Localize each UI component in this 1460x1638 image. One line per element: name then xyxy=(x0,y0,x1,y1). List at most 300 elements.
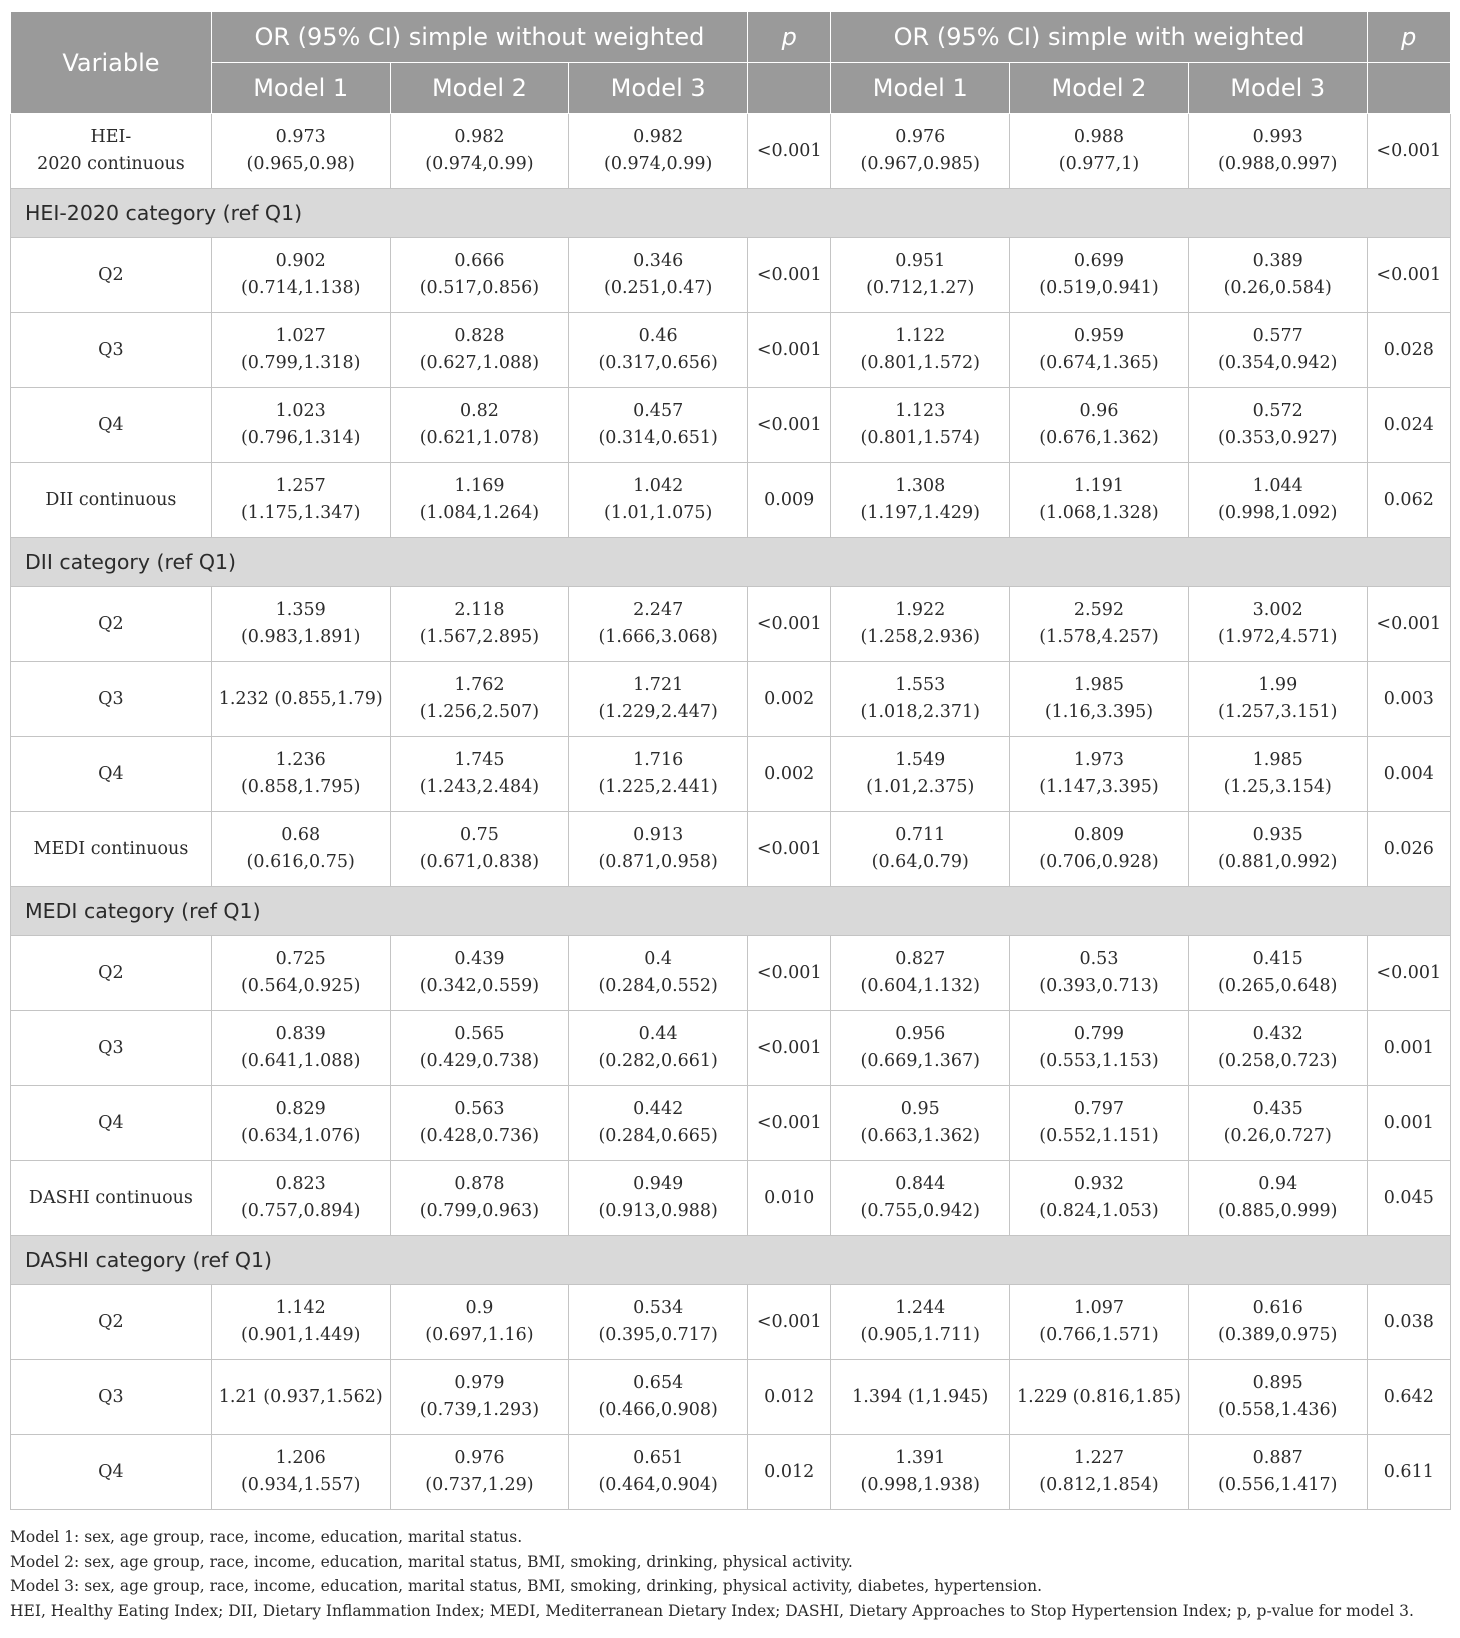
or-ci-cell xyxy=(390,1011,569,1086)
confidence-interval: (0.616,0.75) xyxy=(246,852,355,872)
p-value: <0.001 xyxy=(1376,962,1442,983)
row-label xyxy=(11,1435,212,1510)
or-ci-cell xyxy=(1010,463,1189,538)
p-value-cell xyxy=(1367,1435,1450,1510)
confidence-interval: (1.16,3.395) xyxy=(1044,702,1154,722)
confidence-interval: (1.01,1.075) xyxy=(604,503,713,523)
row-label-line: Q2 xyxy=(98,613,124,634)
or-ci-cell xyxy=(390,238,569,313)
odds-ratio: 0.951 xyxy=(895,251,946,271)
or-ci-cell xyxy=(1188,388,1367,463)
confidence-interval: (0.389,0.975) xyxy=(1218,1325,1338,1345)
confidence-interval: (1.25,3.154) xyxy=(1223,777,1332,797)
row-label-line: Q4 xyxy=(98,1112,124,1133)
odds-ratio: 0.895 xyxy=(1252,1373,1303,1393)
or-ci-cell xyxy=(1188,737,1367,812)
row-label xyxy=(11,463,212,538)
or-ci-cell xyxy=(831,1086,1010,1161)
or-ci-cell xyxy=(1188,313,1367,388)
p-value: 0.045 xyxy=(1383,1187,1434,1208)
or-ci-cell xyxy=(1188,1360,1367,1435)
odds-ratio: 0.44 xyxy=(638,1024,678,1044)
confidence-interval: (0.967,0.985) xyxy=(860,154,980,174)
row-label xyxy=(11,1011,212,1086)
confidence-interval: (0.64,0.79) xyxy=(871,852,969,872)
p-value-cell xyxy=(748,388,831,463)
table-row xyxy=(11,238,1451,313)
confidence-interval: (0.466,0.908) xyxy=(598,1400,718,1420)
odds-ratio: 0.654 xyxy=(633,1373,684,1393)
or-ci-cell xyxy=(1188,1011,1367,1086)
odds-ratio: 1.985 xyxy=(1073,675,1125,695)
or-ci-cell xyxy=(1188,662,1367,737)
section-row xyxy=(11,887,1451,936)
p-value: <0.001 xyxy=(756,1037,822,1058)
p-value: 0.062 xyxy=(1383,489,1434,510)
header-p-weighted-blank xyxy=(1367,63,1450,114)
odds-ratio: 1.044 xyxy=(1252,476,1303,496)
or-ci-cell xyxy=(831,1011,1010,1086)
row-label-line: Q3 xyxy=(98,1037,124,1058)
odds-ratio: 1.391 xyxy=(895,1448,946,1468)
or-ci-cell xyxy=(1188,1086,1367,1161)
odds-ratio: 0.82 xyxy=(459,401,499,421)
confidence-interval: (0.712,1.27) xyxy=(866,278,975,298)
or-ci-cell xyxy=(390,1360,569,1435)
confidence-interval: (0.26,0.727) xyxy=(1223,1126,1332,1146)
or-ci-cell xyxy=(831,587,1010,662)
p-value-cell xyxy=(1367,1360,1450,1435)
confidence-interval: (0.429,0.738) xyxy=(419,1051,540,1071)
confidence-interval: (0.284,0.665) xyxy=(598,1126,718,1146)
row-label xyxy=(11,1285,212,1360)
or-ci-cell xyxy=(1188,1435,1367,1510)
p-value-cell xyxy=(748,1011,831,1086)
odds-ratio: 0.68 xyxy=(281,825,321,845)
odds-ratio: 1.721 xyxy=(633,675,684,695)
p-value: 0.611 xyxy=(1383,1461,1434,1482)
header-variable: Variable xyxy=(11,12,212,114)
odds-ratio: 0.699 xyxy=(1073,251,1125,271)
odds-ratio: 0.956 xyxy=(895,1024,946,1044)
header-model2-weighted: Model 2 xyxy=(1010,63,1189,114)
row-label-line: Q2 xyxy=(98,962,124,983)
p-value: 0.012 xyxy=(764,1461,815,1482)
odds-ratio: 1.553 xyxy=(895,675,946,695)
p-value: 0.001 xyxy=(1383,1037,1434,1058)
or-ci-cell xyxy=(1010,1011,1189,1086)
odds-ratio: 0.389 xyxy=(1252,251,1303,271)
odds-ratio: 1.99 xyxy=(1258,675,1298,695)
p-value: <0.001 xyxy=(756,613,822,634)
or-ci-cell xyxy=(569,463,748,538)
p-value-cell xyxy=(748,1161,831,1236)
p-value-cell xyxy=(748,812,831,887)
confidence-interval: (0.564,0.925) xyxy=(240,976,361,996)
odds-ratio: 0.95 xyxy=(900,1099,940,1119)
confidence-interval: (0.353,0.927) xyxy=(1218,428,1338,448)
or-ci-cell xyxy=(1188,1161,1367,1236)
odds-ratio: 0.823 xyxy=(275,1174,326,1194)
row-label-line: MEDI continuous xyxy=(33,838,189,859)
p-value: 0.003 xyxy=(1383,688,1434,709)
odds-ratio: 0.973 xyxy=(275,127,326,147)
or-ci-cell xyxy=(1188,936,1367,1011)
odds-ratio: 0.827 xyxy=(895,949,946,969)
confidence-interval: (1.256,2.507) xyxy=(419,702,540,722)
row-label xyxy=(11,737,212,812)
or-ci-cell xyxy=(211,388,390,463)
or-ci-cell xyxy=(390,1161,569,1236)
section-row xyxy=(11,1236,1451,1285)
or-ci-cell xyxy=(1188,587,1367,662)
header-group-weighted: OR (95% CI) simple with weighted xyxy=(831,12,1367,63)
confidence-interval: (0.755,0.942) xyxy=(860,1201,980,1221)
confidence-interval: (0.604,1.132) xyxy=(860,976,980,996)
confidence-interval: (1.243,2.484) xyxy=(419,777,540,797)
p-value-cell xyxy=(748,936,831,1011)
odds-ratio: 0.435 xyxy=(1252,1099,1303,1119)
confidence-interval: (1.578,4.257) xyxy=(1039,627,1159,647)
table-body xyxy=(11,114,1451,1510)
or-ci-cell xyxy=(211,936,390,1011)
confidence-interval: (0.799,0.963) xyxy=(419,1201,540,1221)
row-label xyxy=(11,1360,212,1435)
or-ci-cell xyxy=(1010,587,1189,662)
odds-ratio: 0.616 xyxy=(1252,1298,1303,1318)
confidence-interval: (0.885,0.999) xyxy=(1218,1201,1338,1221)
footnote-model3: Model 3: sex, age group, race, income, education, marital status, BMI, smoking, drinking, physical activity, diabetes, hypertension. xyxy=(10,1577,1042,1595)
table-row xyxy=(11,662,1451,737)
or-ci-cell xyxy=(831,812,1010,887)
confidence-interval: (0.988,0.997) xyxy=(1218,154,1338,174)
odds-ratio: 1.394 (1,1.945) xyxy=(852,1386,989,1407)
odds-ratio: 0.457 xyxy=(633,401,684,421)
footnote-model2: Model 2: sex, age group, race, income, education, marital status, BMI, smoking, drinking, physical activity. xyxy=(10,1552,853,1571)
confidence-interval: (0.799,1.318) xyxy=(240,353,361,373)
p-value-cell xyxy=(1367,238,1450,313)
table-row xyxy=(11,1360,1451,1435)
odds-ratio: 1.023 xyxy=(275,401,326,421)
confidence-interval: (0.258,0.723) xyxy=(1218,1051,1338,1071)
odds-ratio: 1.169 xyxy=(454,476,505,496)
odds-ratio: 0.46 xyxy=(638,326,678,346)
row-label xyxy=(11,662,212,737)
odds-ratio: 1.244 xyxy=(895,1298,946,1318)
or-ci-cell xyxy=(831,1360,1010,1435)
row-label-line: Q4 xyxy=(98,1461,124,1482)
p-value: <0.001 xyxy=(1376,264,1442,285)
or-ci-cell xyxy=(390,1435,569,1510)
p-value: <0.001 xyxy=(1376,140,1442,161)
p-value-cell xyxy=(748,313,831,388)
or-ci-cell xyxy=(1188,238,1367,313)
odds-ratio: 0.976 xyxy=(895,127,946,147)
or-ci-cell xyxy=(390,114,569,189)
odds-ratio: 0.96 xyxy=(1079,401,1119,421)
odds-ratio: 1.097 xyxy=(1073,1298,1125,1318)
row-label xyxy=(11,1086,212,1161)
odds-ratio: 0.949 xyxy=(633,1174,684,1194)
confidence-interval: (0.881,0.992) xyxy=(1218,852,1338,872)
table-row xyxy=(11,936,1451,1011)
confidence-interval: (0.977,1) xyxy=(1058,154,1140,174)
or-ci-cell xyxy=(1010,1360,1189,1435)
confidence-interval: (0.464,0.904) xyxy=(598,1475,718,1495)
or-ci-cell xyxy=(569,587,748,662)
p-value-cell xyxy=(1367,1161,1450,1236)
p-value: 0.002 xyxy=(764,763,815,784)
confidence-interval: (0.428,0.736) xyxy=(419,1126,540,1146)
confidence-interval: (0.284,0.552) xyxy=(598,976,718,996)
or-ci-cell xyxy=(831,238,1010,313)
odds-ratio: 1.042 xyxy=(633,476,684,496)
table-header xyxy=(11,12,1451,114)
table-row xyxy=(11,1285,1451,1360)
confidence-interval: (1.972,4.571) xyxy=(1218,627,1338,647)
odds-ratio: 1.922 xyxy=(895,600,946,620)
or-ci-cell xyxy=(390,388,569,463)
p-value-cell xyxy=(1367,737,1450,812)
or-ci-cell xyxy=(569,1161,748,1236)
confidence-interval: (0.706,0.928) xyxy=(1039,852,1159,872)
p-value: 0.024 xyxy=(1383,414,1434,435)
p-value-cell xyxy=(1367,1011,1450,1086)
p-value: <0.001 xyxy=(756,962,822,983)
or-ci-cell xyxy=(1010,662,1189,737)
odds-ratio: 0.829 xyxy=(275,1099,326,1119)
p-value-cell xyxy=(748,1086,831,1161)
confidence-interval: (0.824,1.053) xyxy=(1039,1201,1159,1221)
or-ci-cell xyxy=(569,737,748,812)
p-value: <0.001 xyxy=(756,414,822,435)
confidence-interval: (0.314,0.651) xyxy=(598,428,718,448)
confidence-interval: (0.871,0.958) xyxy=(598,852,718,872)
or-ci-cell xyxy=(211,238,390,313)
odds-ratio: 0.878 xyxy=(454,1174,505,1194)
odds-ratio: 0.809 xyxy=(1073,825,1125,845)
section-row xyxy=(11,538,1451,587)
confidence-interval: (0.669,1.367) xyxy=(860,1051,980,1071)
confidence-interval: (0.26,0.584) xyxy=(1223,278,1332,298)
or-ci-cell xyxy=(390,313,569,388)
confidence-interval: (1.567,2.895) xyxy=(419,627,540,647)
section-label: DII category (ref Q1) xyxy=(11,538,1451,587)
or-ci-cell xyxy=(831,388,1010,463)
or-ci-cell xyxy=(1188,114,1367,189)
confidence-interval: (0.265,0.648) xyxy=(1218,976,1338,996)
p-value: 0.004 xyxy=(1383,763,1434,784)
table-row xyxy=(11,388,1451,463)
row-label-line: 2020 continuous xyxy=(37,154,185,174)
odds-ratio: 0.53 xyxy=(1079,949,1119,969)
or-ci-cell xyxy=(211,1360,390,1435)
confidence-interval: (1.197,1.429) xyxy=(860,503,980,523)
p-value: <0.001 xyxy=(756,1112,822,1133)
row-label-line: HEI- xyxy=(90,127,132,147)
odds-ratio: 0.75 xyxy=(459,825,499,845)
p-value: <0.001 xyxy=(1376,613,1442,634)
table-row xyxy=(11,1161,1451,1236)
or-ci-cell xyxy=(831,1435,1010,1510)
odds-ratio: 1.985 xyxy=(1252,750,1303,770)
odds-ratio: 0.666 xyxy=(454,251,505,271)
header-p-unweighted: p xyxy=(748,12,831,63)
odds-ratio: 1.123 xyxy=(895,401,946,421)
confidence-interval: (0.901,1.449) xyxy=(240,1325,361,1345)
p-value-cell xyxy=(748,737,831,812)
or-ci-cell xyxy=(1010,1161,1189,1236)
odds-ratio: 2.592 xyxy=(1073,600,1125,620)
odds-ratio: 1.027 xyxy=(275,326,326,346)
odds-ratio: 0.651 xyxy=(633,1448,684,1468)
confidence-interval: (0.634,1.076) xyxy=(240,1126,361,1146)
p-value-cell xyxy=(1367,463,1450,538)
confidence-interval: (0.714,1.138) xyxy=(240,278,361,298)
odds-ratio: 0.415 xyxy=(1252,949,1303,969)
footnote-abbreviations: HEI, Healthy Eating Index; DII, Dietary Inflammation Index; MEDI, Mediterranean Dietary Index; DASHI, Dietary Approaches to Stop Hypertension Index; p, p-value for model 3. xyxy=(10,1601,1414,1620)
or-ci-cell xyxy=(569,1285,748,1360)
confidence-interval: (0.674,1.365) xyxy=(1039,353,1159,373)
or-ci-cell xyxy=(569,1360,748,1435)
p-value-cell xyxy=(748,238,831,313)
or-ci-cell xyxy=(1010,737,1189,812)
p-value: <0.001 xyxy=(756,140,822,161)
p-value: 0.010 xyxy=(764,1187,815,1208)
table-row xyxy=(11,587,1451,662)
row-label xyxy=(11,936,212,1011)
odds-ratio: 1.206 xyxy=(275,1448,326,1468)
odds-ratio: 1.308 xyxy=(895,476,946,496)
odds-ratio: 1.549 xyxy=(895,750,946,770)
confidence-interval: (0.905,1.711) xyxy=(860,1325,980,1345)
odds-ratio: 0.711 xyxy=(895,825,946,845)
confidence-interval: (0.552,1.151) xyxy=(1039,1126,1159,1146)
odds-ratio: 1.122 xyxy=(895,326,946,346)
or-ci-cell xyxy=(211,812,390,887)
confidence-interval: (1.147,3.395) xyxy=(1039,777,1159,797)
confidence-interval: (0.697,1.16) xyxy=(425,1325,534,1345)
odds-ratio: 0.563 xyxy=(454,1099,505,1119)
odds-ratio: 1.762 xyxy=(454,675,505,695)
odds-ratio: 0.982 xyxy=(633,127,684,147)
p-value-cell xyxy=(748,1435,831,1510)
or-ci-cell xyxy=(211,1435,390,1510)
header-model1-weighted: Model 1 xyxy=(831,63,1010,114)
p-value: 0.002 xyxy=(764,688,815,709)
confidence-interval: (0.974,0.99) xyxy=(604,154,713,174)
header-model2-unweighted: Model 2 xyxy=(390,63,569,114)
odds-ratio: 0.932 xyxy=(1073,1174,1125,1194)
p-value: 0.012 xyxy=(764,1386,815,1407)
confidence-interval: (0.627,1.088) xyxy=(419,353,540,373)
or-ci-cell xyxy=(569,1011,748,1086)
or-ci-cell xyxy=(211,114,390,189)
table-row xyxy=(11,114,1451,189)
p-value-cell xyxy=(1367,114,1450,189)
confidence-interval: (1.01,2.375) xyxy=(866,777,975,797)
header-group-unweighted: OR (95% CI) simple without weighted xyxy=(211,12,747,63)
odds-ratio: 0.439 xyxy=(454,949,505,969)
odds-ratio-table xyxy=(10,11,1451,1510)
confidence-interval: (0.354,0.942) xyxy=(1218,353,1338,373)
table-footnotes xyxy=(10,1525,1451,1623)
odds-ratio: 1.227 xyxy=(1073,1448,1125,1468)
or-ci-cell xyxy=(211,1161,390,1236)
row-label-line: Q3 xyxy=(98,339,124,360)
confidence-interval: (1.068,1.328) xyxy=(1039,503,1159,523)
or-ci-cell xyxy=(1010,1086,1189,1161)
odds-ratio: 0.913 xyxy=(633,825,684,845)
odds-ratio: 0.9 xyxy=(465,1298,494,1318)
table-row xyxy=(11,812,1451,887)
table-row xyxy=(11,1435,1451,1510)
confidence-interval: (0.676,1.362) xyxy=(1039,428,1159,448)
confidence-interval: (0.558,1.436) xyxy=(1218,1400,1338,1420)
or-ci-cell xyxy=(211,1285,390,1360)
confidence-interval: (0.317,0.656) xyxy=(598,353,718,373)
row-label-line: Q4 xyxy=(98,414,124,435)
row-label xyxy=(11,587,212,662)
or-ci-cell xyxy=(831,313,1010,388)
p-value-cell xyxy=(748,114,831,189)
or-ci-cell xyxy=(390,662,569,737)
confidence-interval: (0.553,1.153) xyxy=(1039,1051,1159,1071)
or-ci-cell xyxy=(211,1086,390,1161)
or-ci-cell xyxy=(1010,114,1189,189)
odds-ratio: 1.973 xyxy=(1073,750,1125,770)
or-ci-cell xyxy=(390,587,569,662)
odds-ratio: 1.191 xyxy=(1073,476,1125,496)
or-ci-cell xyxy=(211,463,390,538)
or-ci-cell xyxy=(831,463,1010,538)
p-value-cell xyxy=(1367,1285,1450,1360)
p-value-cell xyxy=(748,587,831,662)
header-model3-weighted: Model 3 xyxy=(1188,63,1367,114)
section-label: DASHI category (ref Q1) xyxy=(11,1236,1451,1285)
table-row xyxy=(11,313,1451,388)
confidence-interval: (0.671,0.838) xyxy=(419,852,540,872)
p-value: <0.001 xyxy=(756,1311,822,1332)
header-model1-unweighted: Model 1 xyxy=(211,63,390,114)
p-value: <0.001 xyxy=(756,264,822,285)
row-label xyxy=(11,238,212,313)
odds-ratio: 2.247 xyxy=(633,600,684,620)
confidence-interval: (0.342,0.559) xyxy=(419,976,540,996)
or-ci-cell xyxy=(1010,1435,1189,1510)
confidence-interval: (0.801,1.572) xyxy=(860,353,980,373)
odds-ratio: 0.94 xyxy=(1258,1174,1298,1194)
confidence-interval: (0.801,1.574) xyxy=(860,428,980,448)
confidence-interval: (0.998,1.938) xyxy=(860,1475,980,1495)
confidence-interval: (1.018,2.371) xyxy=(860,702,980,722)
odds-ratio: 0.797 xyxy=(1073,1099,1125,1119)
confidence-interval: (0.737,1.29) xyxy=(425,1475,534,1495)
or-ci-cell xyxy=(390,463,569,538)
confidence-interval: (0.757,0.894) xyxy=(240,1201,361,1221)
or-ci-cell xyxy=(1188,1285,1367,1360)
odds-ratio: 1.236 xyxy=(275,750,326,770)
confidence-interval: (0.393,0.713) xyxy=(1039,976,1159,996)
p-value: 0.028 xyxy=(1383,339,1434,360)
odds-ratio: 3.002 xyxy=(1252,600,1303,620)
odds-ratio: 0.902 xyxy=(275,251,326,271)
confidence-interval: (0.974,0.99) xyxy=(425,154,534,174)
odds-ratio: 1.232 (0.855,1.79) xyxy=(218,688,383,709)
confidence-interval: (0.251,0.47) xyxy=(604,278,713,298)
or-ci-cell xyxy=(831,662,1010,737)
or-ci-cell xyxy=(831,1285,1010,1360)
